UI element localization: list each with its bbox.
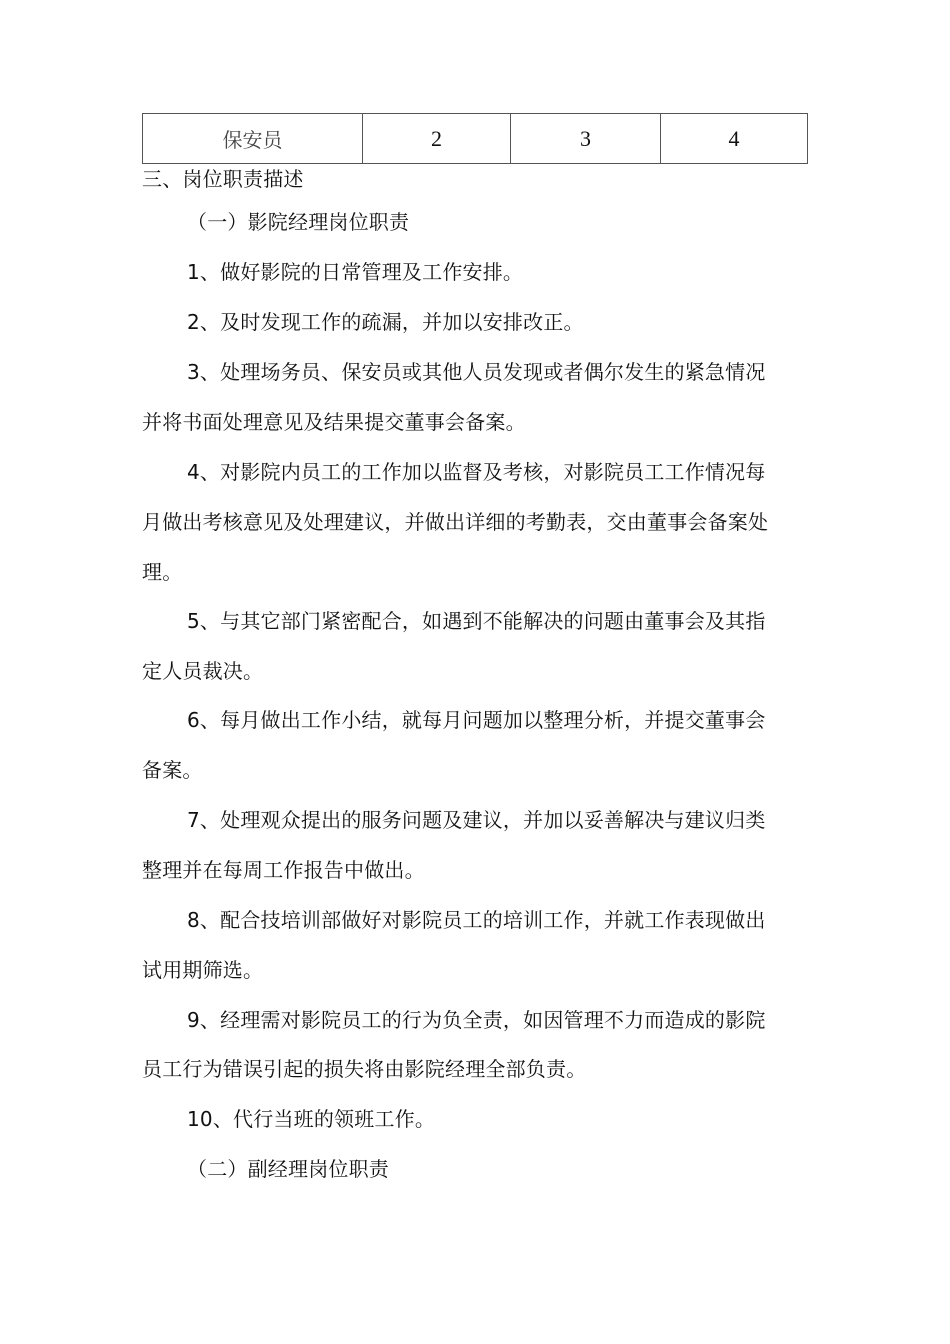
duty-item-3-cont: 并将书面处理意见及结果提交董事会备案。 [142, 410, 526, 434]
staff-count-table [142, 113, 808, 164]
section-title: 三、岗位职责描述 [142, 167, 304, 191]
duty-item-4-cont: 理。 [142, 560, 183, 584]
duty-item-6-cont: 备案。 [142, 758, 203, 782]
duty-item-7-cont: 整理并在每周工作报告中做出。 [142, 858, 425, 882]
duty-item-8-cont: 试用期筛选。 [142, 958, 264, 982]
duty-item-5-cont: 定人员裁决。 [142, 659, 264, 683]
duty-item-1: 1、做好影院的日常管理及工作安排。 [187, 260, 524, 284]
duty-item-2: 2、及时发现工作的疏漏，并加以安排改正。 [187, 310, 584, 334]
duty-item-3: 3、处理场务员、保安员或其他人员发现或者偶尔发生的紧急情况 [187, 360, 766, 384]
table-row [143, 114, 808, 164]
duty-item-8: 8、配合技培训部做好对影院员工的培训工作，并就工作表现做出 [187, 908, 766, 932]
duty-item-10: 10、代行当班的领班工作。 [187, 1107, 436, 1131]
duty-item-9: 9、经理需对影院员工的行为负全责，如因管理不力而造成的影院 [187, 1008, 766, 1032]
table-cell-value: 3 [511, 114, 661, 164]
duty-item-7: 7、处理观众提出的服务问题及建议，并加以妥善解决与建议归类 [187, 808, 766, 832]
duty-item-5: 5、与其它部门紧密配合，如遇到不能解决的问题由董事会及其指 [187, 609, 766, 633]
subsection-title-deputy: （二）副经理岗位职责 [187, 1157, 389, 1181]
subsection-title-manager: （一）影院经理岗位职责 [187, 210, 410, 234]
table-cell-value: 2 [363, 114, 511, 164]
duty-item-9-cont: 员工行为错误引起的损失将由影院经理全部负责。 [142, 1057, 587, 1081]
table-cell-role: 保安员 [143, 114, 363, 164]
duty-item-6: 6、每月做出工作小结，就每月问题加以整理分析，并提交董事会 [187, 708, 766, 732]
duty-item-4: 4、对影院内员工的工作加以监督及考核，对影院员工工作情况每 [187, 460, 766, 484]
duty-item-4-cont: 月做出考核意见及处理建议，并做出详细的考勤表，交由董事会备案处 [142, 510, 769, 534]
table-cell-value: 4 [661, 114, 808, 164]
